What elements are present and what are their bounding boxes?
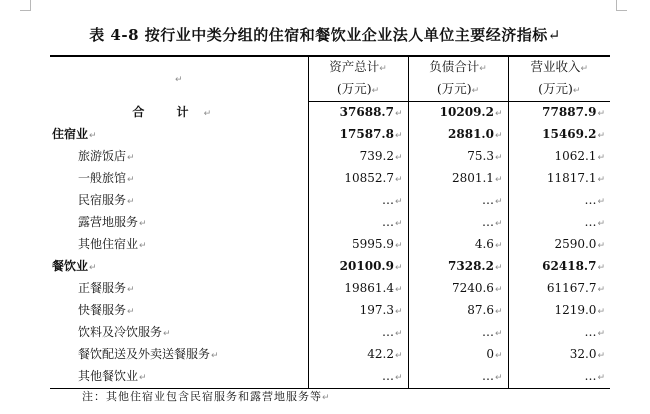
col-unit-liabilities: (万元)↵	[408, 79, 508, 102]
cell-revenue: 1219.0↵	[508, 300, 610, 322]
row-label: 住宿业↵	[52, 127, 97, 141]
cell-liabilities: 7328.2↵	[408, 256, 508, 278]
col-unit-revenue: (万元)↵	[508, 79, 610, 102]
row-label: 其他住宿业↵	[78, 237, 147, 251]
cell-assets: …↵	[308, 190, 408, 212]
row-label: 快餐服务↵	[78, 303, 135, 317]
table-row-section	[50, 256, 610, 278]
economic-indicators-table	[50, 55, 610, 389]
table-row-total	[50, 102, 610, 125]
table-row	[50, 278, 610, 300]
cell-assets: 42.2↵	[308, 344, 408, 366]
table-footnote: 注：其他住宿业包含民宿服务和露营地服务等↵	[82, 390, 331, 403]
cell-assets: 5995.9↵	[308, 234, 408, 256]
table-row	[50, 300, 610, 322]
table-row	[50, 168, 610, 190]
cell-assets: 197.3↵	[308, 300, 408, 322]
crop-mark-top-right	[616, 0, 627, 11]
cell-revenue: 32.0↵	[508, 344, 610, 366]
row-label: 旅游饭店↵	[78, 149, 135, 163]
row-label: 饮料及冷饮服务↵	[78, 325, 171, 339]
row-label: 露营地服务↵	[78, 215, 147, 229]
crop-mark-top-left	[20, 0, 31, 11]
cell-liabilities: 0↵	[408, 344, 508, 366]
cell-revenue: …↵	[508, 366, 610, 389]
cell-liabilities: 7240.6↵	[408, 278, 508, 300]
cell-revenue: 2590.0↵	[508, 234, 610, 256]
row-label: 一般旅馆↵	[78, 171, 135, 185]
row-label: 民宿服务↵	[78, 193, 135, 207]
cell-assets: …↵	[308, 366, 408, 389]
cell-liabilities: 2801.1↵	[408, 168, 508, 190]
header-corner-cell	[50, 56, 308, 102]
table-row	[50, 344, 610, 366]
cell-revenue: 11817.1↵	[508, 168, 610, 190]
row-label: 餐饮业↵	[52, 259, 97, 273]
cell-revenue: 62418.7↵	[508, 256, 610, 278]
paragraph-mark: ↵	[174, 75, 183, 86]
row-label: 正餐服务↵	[78, 281, 135, 295]
cell-liabilities: …↵	[408, 322, 508, 344]
col-unit-assets: (万元)↵	[308, 79, 408, 102]
col-header-liabilities: 负债合计↵	[408, 56, 508, 79]
row-label: 餐饮配送及外卖送餐服务↵	[78, 347, 219, 361]
cell-liabilities: 75.3↵	[408, 146, 508, 168]
cell-assets: 37688.7↵	[308, 102, 408, 125]
cell-assets: …↵	[308, 322, 408, 344]
cell-liabilities: 87.6↵	[408, 300, 508, 322]
cell-liabilities: …↵	[408, 190, 508, 212]
col-header-revenue: 营业收入↵	[508, 56, 610, 79]
cell-revenue: 77887.9↵	[508, 102, 610, 125]
cell-assets: 10852.7↵	[308, 168, 408, 190]
cell-revenue: 15469.2↵	[508, 124, 610, 146]
col-header-assets: 资产总计↵	[308, 56, 408, 79]
cell-liabilities: …↵	[408, 366, 508, 389]
cell-assets: 20100.9↵	[308, 256, 408, 278]
table-row-section	[50, 124, 610, 146]
cell-revenue: 1062.1↵	[508, 146, 610, 168]
cell-assets: …↵	[308, 212, 408, 234]
table-row	[50, 190, 610, 212]
cell-assets: 739.2↵	[308, 146, 408, 168]
cell-revenue: 61167.7↵	[508, 278, 610, 300]
cell-liabilities: 4.6↵	[408, 234, 508, 256]
cell-liabilities: 2881.0↵	[408, 124, 508, 146]
table-row	[50, 322, 610, 344]
row-label: 其他餐饮业↵	[50, 366, 308, 389]
table-row	[50, 212, 610, 234]
cell-assets: 17587.8↵	[308, 124, 408, 146]
paragraph-mark: ↵	[547, 26, 561, 44]
table-row	[50, 234, 610, 256]
table-row	[50, 146, 610, 168]
paragraph-mark: ↵	[322, 393, 331, 403]
cell-revenue: …↵	[508, 322, 610, 344]
cell-liabilities: 10209.2↵	[408, 102, 508, 125]
row-label: 合 计↵	[132, 104, 226, 119]
cell-liabilities: …↵	[408, 212, 508, 234]
cell-revenue: …↵	[508, 190, 610, 212]
table-row	[50, 366, 610, 389]
table-title: 表 4-8 按行业中类分组的住宿和餐饮业企业法人单位主要经济指标↵	[89, 26, 561, 44]
cell-revenue: …↵	[508, 212, 610, 234]
cell-assets: 19861.4↵	[308, 278, 408, 300]
